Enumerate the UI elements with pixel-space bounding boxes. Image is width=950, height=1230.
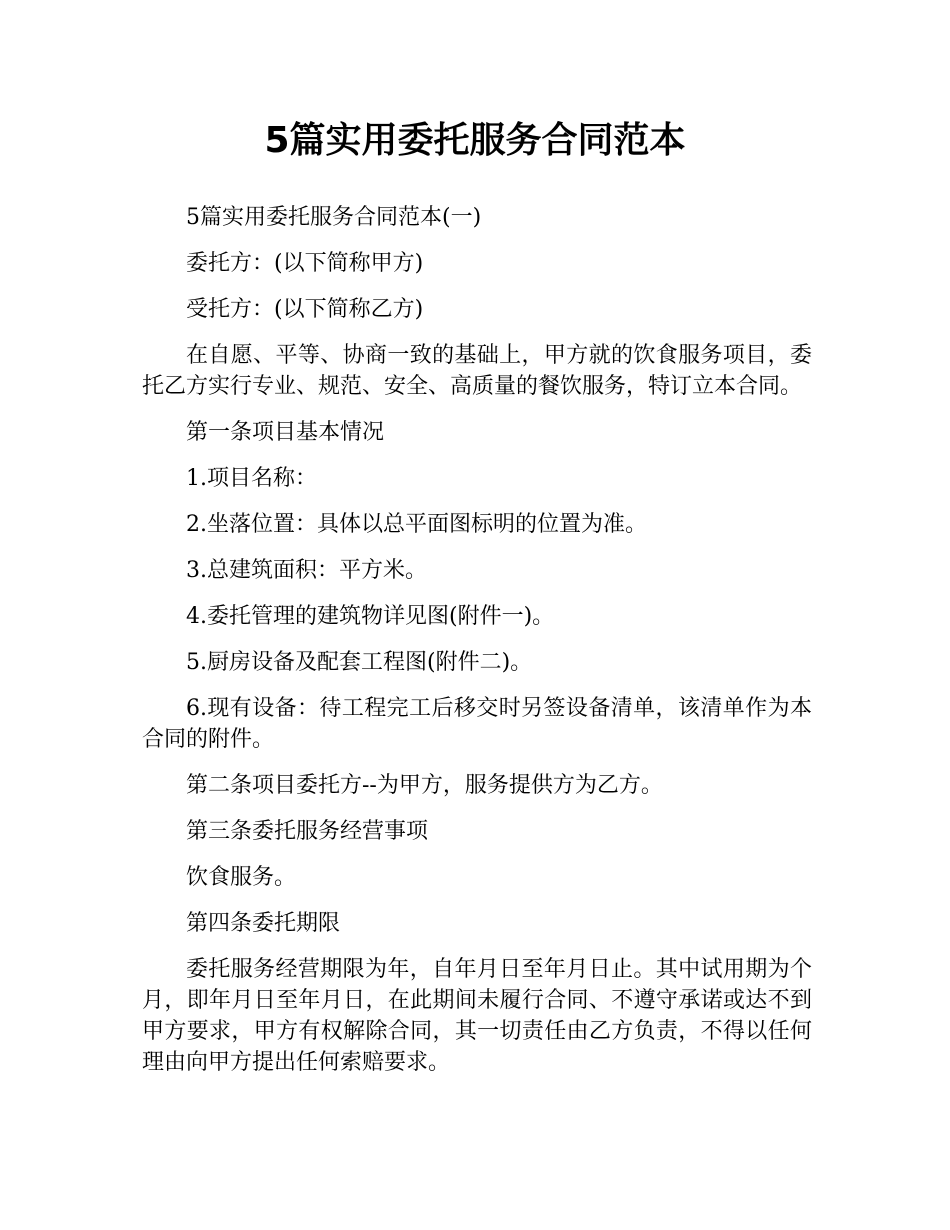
paragraph-item-1: 1.项目名称： [186, 466, 317, 491]
document-body [142, 202, 812, 1093]
paragraph-preamble: 在自愿、平等、协商一致的基础上，甲方就的饮食服务项目，委托乙方实行专业、规范、安全、高质量的餐饮服务，特订立本合同。 [142, 343, 812, 399]
paragraph-item-3: 3.总建筑面积：平方米。 [186, 558, 427, 583]
paragraph-client: 委托方：(以下简称甲方) [186, 251, 424, 276]
paragraph-item-6: 6.现有设备：待工程完工后移交时另签设备清单，该清单作为本合同的附件。 [142, 696, 812, 752]
paragraph-contractor: 受托方：(以下简称乙方) [186, 297, 424, 322]
paragraph-subtitle: 5篇实用委托服务合同范本(一) [186, 205, 482, 230]
paragraph-item-5: 5.厨房设备及配套工程图(附件二)。 [186, 650, 533, 675]
paragraph-article-3-body: 饮食服务。 [186, 865, 297, 890]
document-title: 5篇实用委托服务合同范本 [264, 120, 686, 161]
paragraph-item-2: 2.坐落位置：具体以总平面图标明的位置为准。 [186, 512, 647, 537]
paragraph-article-2: 第二条项目委托方--为甲方，服务提供方为乙方。 [186, 773, 663, 798]
paragraph-article-3-heading: 第三条委托服务经营事项 [186, 819, 429, 844]
paragraph-item-4: 4.委托管理的建筑物详见图(附件一)。 [186, 604, 555, 629]
paragraph-article-4-heading: 第四条委托期限 [186, 911, 341, 936]
paragraph-article-4-body: 委托服务经营期限为年，自年月日至年月日止。其中试用期为个月，即年月日至年月日，在此期间未履行合同、不遵守承诺或达不到甲方要求，甲方有权解除合同，其一切责任由乙方负责，不得以任何理由向甲方提出任何索赔要求。 [142, 957, 812, 1075]
paragraph-article-1-heading: 第一条项目基本情况 [186, 420, 385, 445]
